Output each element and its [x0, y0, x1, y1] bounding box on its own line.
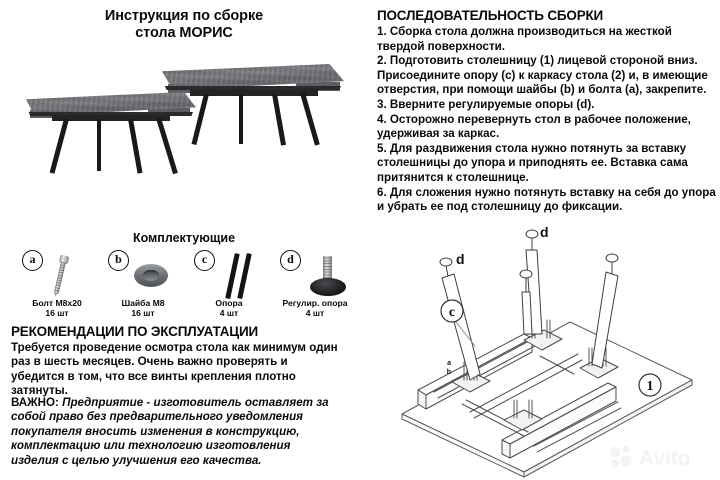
avito-watermark — [607, 443, 713, 471]
important-text: Предприятие - изготовитель оставляет за собой право без предварительного уведомления покупателя вносить изменения в конструкцию, комплектацию или технологию изготовления изделия с целью улучшения его качества. — [11, 396, 329, 467]
component-name-bolt: Болт M8x20 — [32, 298, 82, 308]
component-qty-washer: 16 шт — [131, 308, 155, 318]
component-badge-c: c — [194, 250, 215, 271]
component-name-leg: Опора — [215, 298, 243, 308]
sequence-step-6: 6. Для сложения нужно потянуть вставку на себя до упора и убрать ее под столешницу до фиксации. — [377, 185, 716, 214]
page-title — [0, 8, 368, 42]
adjustable-foot-icon — [292, 252, 352, 298]
component-name-washer: Шайба M8 — [121, 298, 165, 308]
page-title-line2: стола МОРИС — [135, 25, 233, 41]
sequence-step-5: 5. Для раздвижения стола нужно потянуть за вставку столешницы до упора и приподнять ее. Вставка сама притянится к столешнице. — [377, 141, 688, 184]
exploded-assembly-diagram — [374, 222, 720, 480]
component-bolt — [14, 250, 100, 318]
callout-leg: c — [448, 305, 456, 320]
component-adjustable-foot — [272, 250, 358, 318]
recommendations-heading: РЕКОМЕНДАЦИИ ПО ЭКСПЛУАТАЦИИ — [11, 324, 258, 339]
sequence-heading: ПОСЛЕДОВАТЕЛЬНОСТЬ СБОРКИ — [377, 8, 604, 23]
components-row — [14, 250, 358, 318]
component-badge-b: b — [108, 250, 129, 271]
component-qty-foot: 4 шт — [305, 308, 325, 318]
components-heading: Комплектующие — [132, 231, 236, 245]
sequence-step-1: 1. Сборка стола должна производиться на жесткой твердой поверхности. — [377, 25, 672, 53]
component-qty-bolt: 16 шт — [45, 308, 69, 318]
sequence-step-2: 2. Подготовить столешницу (1) лицевой стороной вниз. Присоедините опору (c) к каркасу стола (2) и, в имеющие отверстия, при помощи шайбы (b) и болта (a), закрепите. — [377, 54, 708, 97]
important-label: ВАЖНО: — [11, 396, 59, 409]
sequence-steps — [377, 25, 717, 215]
callout-tabletop: 1 — [646, 379, 654, 394]
watermark-text: Avito — [639, 447, 691, 470]
product-photo — [8, 48, 360, 226]
callout-foot-center: d — [540, 224, 549, 240]
component-name-foot: Регулир. опора — [282, 298, 348, 308]
component-caption-foot — [272, 298, 358, 318]
component-badge-a: a — [22, 250, 43, 271]
callout-bolt-small: a — [447, 360, 451, 367]
component-caption-leg — [186, 298, 272, 318]
sequence-step-4: 4. Осторожно перевернуть стол в рабочее положение, удерживая за каркас. — [377, 112, 691, 141]
callout-washer-small: b — [446, 369, 451, 376]
component-leg — [186, 250, 272, 318]
component-caption-bolt — [14, 298, 100, 318]
callout-foot-left: d — [456, 251, 465, 267]
component-caption-washer — [100, 298, 186, 318]
component-washer — [100, 250, 186, 318]
washer-icon — [120, 252, 180, 298]
recommendations-body: Требуется проведение осмотра стола как минимум один раз в шесть месяцев. Очень важно проверять и убедится в том, что все винты крепления плотно затянуты. — [11, 341, 338, 398]
page-title-line1: Инструкция по сборке — [104, 8, 264, 24]
leg-icon — [206, 252, 266, 298]
component-badge-d: d — [280, 250, 301, 271]
bolt-icon — [34, 252, 94, 298]
sequence-step-3: 3. Вверните регулируемые опоры (d). — [377, 97, 595, 111]
important-note — [11, 396, 341, 468]
component-qty-leg: 4 шт — [219, 308, 239, 318]
